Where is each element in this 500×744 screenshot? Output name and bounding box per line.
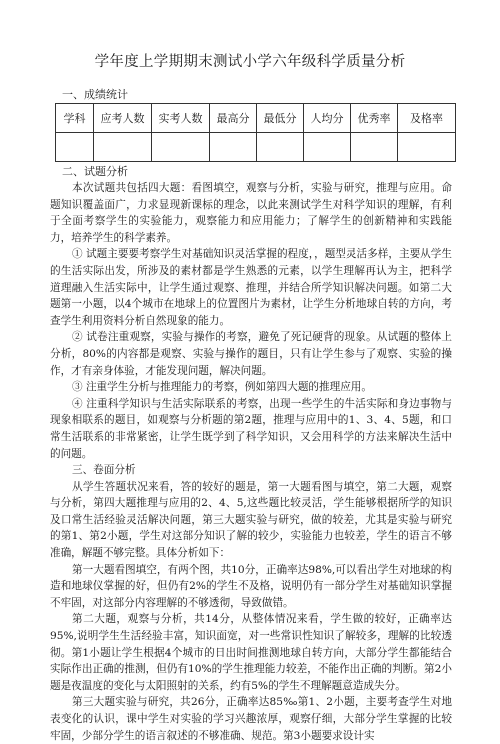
paragraph: 第二大题，观察与分析，共14分，从整体情况来看，学生做的较好，正确率达95%,说明学生生活经验丰富，知识面宽，对一些常识性知识了解较多，理解的比较透彻。第1小题让学生根据4个城市的日出时间推测地球自转方向，大部分学生都能结合实际作出正确的推测，但仍有10%的学生推理能力较差，不能作出正确的判断。第2小题是夜温度的变化与太阳照射的关系，约有5%的学生不理解题意造成失分。 (50, 613, 452, 692)
table-header-cell: 优秀率 (351, 104, 398, 133)
document-body (50, 180, 452, 744)
table-cell (152, 133, 210, 162)
table-header-cell: 学科 (56, 104, 94, 133)
table-cell (210, 133, 257, 162)
paragraph: ③ 注重学生分析与推理能力的考察，例如第四大题的推理应用。 (72, 381, 372, 394)
table-header-cell: 实考人数 (152, 104, 210, 133)
paragraph: 从学生答题状况来看，答的较好的题是，第一大题看图与填空，第二大题，观察与分析，第四大题推理与应用的2、4、5,这些题比较灵活，学生能够根据所学的知识及口常生活经验灵活解决问题，第三大题实验与研究，做的较差，尤其是实验与研究的第1、第2小题，学生对这部分知识了解的较少，实验能力也较差，学生的语言不够准确，解题不够完整。具体分析如下： (50, 480, 452, 560)
table-header-cell: 及格率 (398, 104, 456, 133)
paragraph: 本次试题共包括四大题：看图填空，观察与分析，实验与研究，推理与应用。命题知识覆盖面广，力求显现新课标的理念，以此来测试学生对科学知识的理解，有利于全面考察学生的实验能力，观察能力和应用能力；了解学生的创新精神和实践能力，培养学生的科学素养。 (50, 182, 452, 244)
section-heading-scores: 一、成绩统计 (62, 88, 128, 101)
table-header-row (56, 104, 456, 133)
paragraph: ① 试题主要要考察学生对基础知识灵活掌握的程度，，题型灵活多样，主要从学生的生活实际出发，所涉及的素材都是学生熟悉的元素，以学生理解再认为主，把科学道理融入生活实际中，让学生通过观察、推理，并结合所学知识解决问题。如第二大题第一小题，以4个城市在地球上的位置图片为素材，让学生分析地球自转的方向，考查学生利用资料分析自然现象的能力。 (50, 248, 452, 327)
table-header-cell: 最高分 (210, 104, 257, 133)
paragraph: ② 试卷注重观察，实验与操作的考察，避免了死记硬背的现象。从试题的整体上分析，80%的内容都是观察、实验与操作的题目，只有让学生参与了观察、实验的操作，才有亲身体验，才能发现问题，解决问题。 (50, 331, 452, 377)
document-title: 学年度上学期期末测试小学六年级科学质量分析 (94, 54, 406, 70)
table-header-cell: 最低分 (257, 104, 304, 133)
table-cell (257, 133, 304, 162)
table-cell (56, 133, 94, 162)
score-table (55, 103, 456, 162)
table-header-cell: 人均分 (304, 104, 351, 133)
table-header-cell: 应考人数 (94, 104, 152, 133)
table-row (56, 133, 456, 162)
table-cell (398, 133, 456, 162)
paragraph: 第三大题实验与研究，共26分，正确率达85‰第1、2小题，主要考查学生对地表变化的认识，课中学生对实验的学习兴趣浓厚，观察仔细，大部分学生掌握的比较牢固，少部分学生的语言叙述的不够准确、规范。第3小题要求设计实 (50, 696, 452, 742)
table-cell (94, 133, 152, 162)
table-cell (304, 133, 351, 162)
section-heading-paper: 三、卷面分析 (72, 464, 136, 477)
table-cell (351, 133, 398, 162)
section-heading-analysis: 二、试题分析 (62, 165, 128, 178)
paragraph: ④ 注重科学知识与生活实际联系的考察，出现一些学生的牛活实际和身边事物与现象相联系的题目，如观察与分析题的第2题，推理与应用中的1、3、4、5题，和口常生活联系的非常紧密，让学生既学到了科学知识，又会用科学的方法来解决生活中的问题。 (50, 397, 452, 460)
paragraph: 第一大题看图填空，有两个图，共10分，正确率达98%,可以看出学生对地球的构造和地球仪掌握的好，但仍有2%的学生不及格，说明仍有一部分学生对基础知识掌握不牢固，对这部分内容理解的不够透彻，导致做错。 (50, 563, 452, 609)
